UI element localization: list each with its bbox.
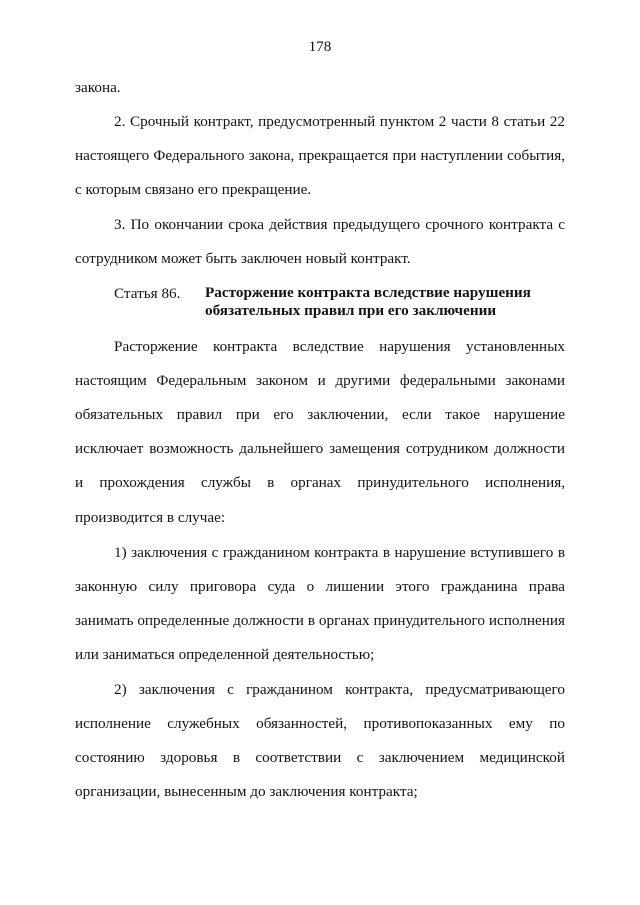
article-title-line: обязательных правил при его заключении xyxy=(205,302,497,319)
text-line: 3. По окончании срока действия предыдущего срочного контракта с xyxy=(114,216,565,233)
article-title xyxy=(205,284,531,320)
text-line: 2) заключения с гражданином контракта, предусматривающего xyxy=(114,681,565,698)
text-line: настоящего Федерального закона, прекращается при наступлении события, xyxy=(75,147,565,164)
text-line: и прохождения службы в органах принудительного исполнения, xyxy=(75,474,565,491)
text-line: настоящим Федеральным законом и другими федеральными законами xyxy=(75,372,565,389)
text-line: сотрудником может быть заключен новый контракт. xyxy=(75,250,411,267)
text-line: исполнение служебных обязанностей, противопоказанных ему по xyxy=(75,715,565,732)
text-line: закона. xyxy=(75,79,121,96)
text-line: занимать определенные должности в органах принудительного исполнения xyxy=(75,612,565,629)
text-line: законную силу приговора суда о лишении этого гражданина права xyxy=(75,578,565,595)
text-line: или заниматься определенной деятельностью; xyxy=(75,646,375,663)
text-line: обязательных правил при его заключении, если такое нарушение xyxy=(75,406,565,423)
text-line: исключает возможность дальнейшего замещения сотрудником должности xyxy=(75,440,565,457)
page-number: 178 xyxy=(308,38,332,55)
text-line: 2. Срочный контракт, предусмотренный пунктом 2 части 8 статьи 22 xyxy=(114,113,565,130)
text-line: организации, вынесенным до заключения контракта; xyxy=(75,783,418,800)
text-line: производится в случае: xyxy=(75,509,226,526)
article-number: Статья 86. xyxy=(114,285,181,302)
article-title-line: Расторжение контракта вследствие нарушения xyxy=(205,284,531,301)
text-line: Расторжение контракта вследствие нарушения установленных xyxy=(114,338,565,355)
text-line: с которым связано его прекращение. xyxy=(75,181,312,198)
text-line: 1) заключения с гражданином контракта в нарушение вступившего в xyxy=(114,544,565,561)
text-line: состоянию здоровья в соответствии с заключением медицинской xyxy=(75,749,565,766)
